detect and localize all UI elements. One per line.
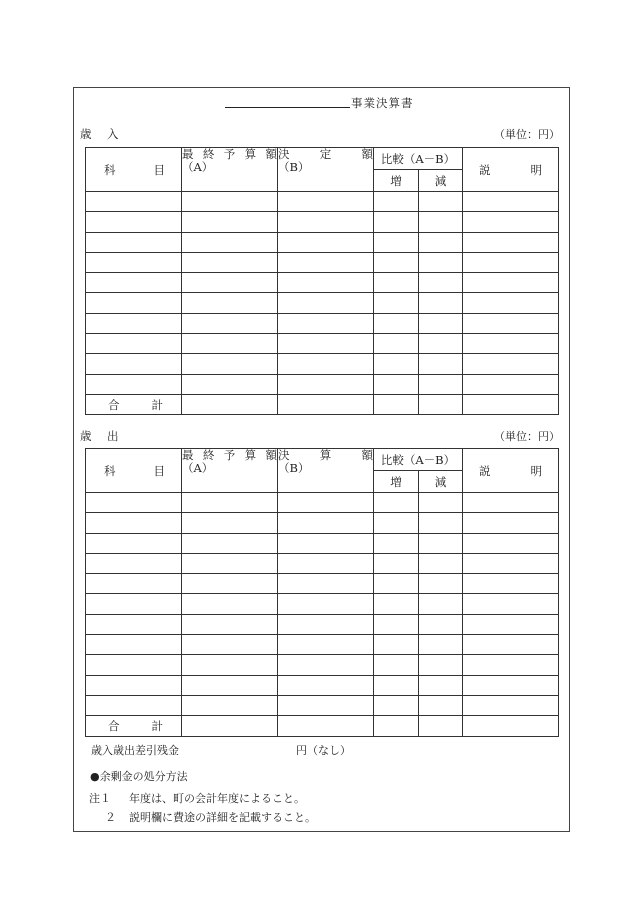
cell[interactable] bbox=[182, 374, 278, 394]
cell[interactable] bbox=[374, 675, 419, 695]
cell[interactable] bbox=[278, 334, 374, 354]
cell[interactable] bbox=[374, 655, 419, 675]
cell[interactable] bbox=[419, 716, 463, 736]
income-unit-label: （単位：円） bbox=[494, 128, 560, 141]
cell[interactable] bbox=[182, 716, 278, 736]
surplus-disposal-heading: ●余剰金の処分方法 bbox=[90, 770, 188, 783]
cell[interactable] bbox=[419, 334, 463, 354]
cell[interactable] bbox=[419, 533, 463, 553]
header-settled-amount: 決 算 額 （B） bbox=[278, 449, 374, 493]
cell[interactable] bbox=[278, 273, 374, 293]
cell[interactable] bbox=[182, 574, 278, 594]
note-2-text: 説明欄に費途の詳細を記載すること。 bbox=[129, 811, 316, 824]
cell[interactable] bbox=[86, 192, 182, 212]
cell[interactable] bbox=[374, 716, 419, 736]
cell[interactable] bbox=[463, 394, 559, 414]
balance-label: 歳入歳出差引残金 bbox=[91, 744, 179, 757]
cell[interactable] bbox=[374, 635, 419, 655]
header-final-budget: 最 終 予 算 額 （A） bbox=[182, 449, 278, 493]
cell[interactable] bbox=[86, 354, 182, 374]
cell[interactable] bbox=[278, 374, 374, 394]
cell[interactable] bbox=[463, 273, 559, 293]
cell[interactable] bbox=[182, 313, 278, 333]
cell[interactable] bbox=[182, 675, 278, 695]
cell[interactable] bbox=[419, 655, 463, 675]
cell[interactable] bbox=[86, 293, 182, 313]
income-table bbox=[85, 147, 559, 415]
cell[interactable] bbox=[86, 313, 182, 333]
table-row bbox=[86, 695, 559, 715]
table-row bbox=[86, 192, 559, 212]
expense-table bbox=[85, 448, 559, 737]
cell[interactable] bbox=[419, 493, 463, 513]
cell[interactable] bbox=[182, 553, 278, 573]
cell[interactable] bbox=[374, 212, 419, 232]
cell[interactable] bbox=[419, 394, 463, 414]
cell[interactable] bbox=[463, 594, 559, 614]
cell[interactable] bbox=[182, 594, 278, 614]
cell[interactable] bbox=[374, 533, 419, 553]
table-row bbox=[86, 334, 559, 354]
header-decrease: 減 bbox=[419, 170, 463, 192]
cell[interactable] bbox=[419, 635, 463, 655]
table-row bbox=[86, 574, 559, 594]
cell[interactable] bbox=[182, 513, 278, 533]
cell[interactable] bbox=[278, 716, 374, 736]
table-row bbox=[86, 553, 559, 573]
cell[interactable] bbox=[278, 574, 374, 594]
table-row bbox=[86, 614, 559, 634]
table-row bbox=[86, 533, 559, 553]
balance-value: 円（なし） bbox=[296, 744, 351, 757]
cell[interactable] bbox=[278, 252, 374, 272]
table-row bbox=[86, 655, 559, 675]
table-row bbox=[86, 374, 559, 394]
cell[interactable] bbox=[463, 192, 559, 212]
cell[interactable] bbox=[419, 192, 463, 212]
header-decided-amount: 決 定 額 （B） bbox=[278, 148, 374, 192]
cell[interactable] bbox=[419, 252, 463, 272]
cell[interactable] bbox=[86, 513, 182, 533]
cell[interactable] bbox=[86, 574, 182, 594]
cell[interactable] bbox=[463, 313, 559, 333]
cell[interactable] bbox=[419, 553, 463, 573]
cell[interactable] bbox=[182, 695, 278, 715]
cell[interactable] bbox=[182, 635, 278, 655]
cell[interactable] bbox=[86, 635, 182, 655]
cell[interactable] bbox=[374, 293, 419, 313]
cell[interactable] bbox=[278, 212, 374, 232]
table-row bbox=[86, 513, 559, 533]
cell[interactable] bbox=[419, 594, 463, 614]
cell[interactable] bbox=[278, 695, 374, 715]
cell[interactable] bbox=[463, 635, 559, 655]
cell[interactable] bbox=[182, 293, 278, 313]
cell[interactable] bbox=[182, 212, 278, 232]
total-label: 合 計 bbox=[86, 716, 182, 736]
cell[interactable] bbox=[278, 635, 374, 655]
header-explanation: 説 明 bbox=[463, 449, 559, 493]
table-row bbox=[86, 675, 559, 695]
cell[interactable] bbox=[374, 313, 419, 333]
cell[interactable] bbox=[374, 252, 419, 272]
header-comparison: 比較（A－B） bbox=[374, 148, 463, 170]
cell[interactable] bbox=[86, 273, 182, 293]
cell[interactable] bbox=[182, 192, 278, 212]
header-comparison: 比較（A－B） bbox=[374, 449, 463, 471]
note-2-mark: ２ bbox=[105, 811, 116, 824]
cell[interactable] bbox=[182, 533, 278, 553]
cell[interactable] bbox=[182, 493, 278, 513]
cell[interactable] bbox=[278, 192, 374, 212]
cell[interactable] bbox=[419, 354, 463, 374]
cell[interactable] bbox=[86, 212, 182, 232]
table-row bbox=[86, 313, 559, 333]
cell[interactable] bbox=[374, 374, 419, 394]
cell[interactable] bbox=[374, 574, 419, 594]
cell[interactable] bbox=[278, 313, 374, 333]
cell[interactable] bbox=[278, 354, 374, 374]
cell[interactable] bbox=[374, 273, 419, 293]
table-row bbox=[86, 252, 559, 272]
cell[interactable] bbox=[182, 232, 278, 252]
cell[interactable] bbox=[419, 212, 463, 232]
note-1-mark: 注１ bbox=[89, 792, 111, 805]
cell[interactable] bbox=[182, 273, 278, 293]
cell[interactable] bbox=[419, 374, 463, 394]
cell[interactable] bbox=[86, 675, 182, 695]
cell[interactable] bbox=[463, 675, 559, 695]
cell[interactable] bbox=[463, 293, 559, 313]
cell[interactable] bbox=[463, 232, 559, 252]
total-row bbox=[86, 394, 559, 414]
cell[interactable] bbox=[86, 594, 182, 614]
cell[interactable] bbox=[374, 513, 419, 533]
total-row bbox=[86, 716, 559, 736]
total-label: 合 計 bbox=[86, 394, 182, 414]
cell[interactable] bbox=[419, 574, 463, 594]
cell[interactable] bbox=[86, 655, 182, 675]
cell[interactable] bbox=[419, 695, 463, 715]
cell[interactable] bbox=[374, 695, 419, 715]
table-row bbox=[86, 212, 559, 232]
cell[interactable] bbox=[463, 334, 559, 354]
expense-section-label: 歳 出 bbox=[80, 429, 121, 443]
cell[interactable] bbox=[374, 493, 419, 513]
cell[interactable] bbox=[374, 232, 419, 252]
cell[interactable] bbox=[182, 252, 278, 272]
header-increase: 増 bbox=[374, 170, 419, 192]
cell[interactable] bbox=[463, 533, 559, 553]
cell[interactable] bbox=[278, 614, 374, 634]
cell[interactable] bbox=[419, 513, 463, 533]
cell[interactable] bbox=[374, 394, 419, 414]
header-subject: 科 目 bbox=[86, 148, 182, 192]
cell[interactable] bbox=[278, 655, 374, 675]
cell[interactable] bbox=[182, 354, 278, 374]
header-subject: 科 目 bbox=[86, 449, 182, 493]
cell[interactable] bbox=[86, 252, 182, 272]
cell[interactable] bbox=[182, 334, 278, 354]
cell[interactable] bbox=[278, 513, 374, 533]
cell[interactable] bbox=[374, 553, 419, 573]
cell[interactable] bbox=[86, 614, 182, 634]
cell[interactable] bbox=[463, 574, 559, 594]
cell[interactable] bbox=[463, 374, 559, 394]
cell[interactable] bbox=[419, 614, 463, 634]
cell[interactable] bbox=[182, 655, 278, 675]
income-section-label: 歳 入 bbox=[80, 127, 121, 141]
cell[interactable] bbox=[463, 513, 559, 533]
cell[interactable] bbox=[463, 655, 559, 675]
cell[interactable] bbox=[278, 394, 374, 414]
cell[interactable] bbox=[463, 212, 559, 232]
cell[interactable] bbox=[278, 594, 374, 614]
cell[interactable] bbox=[278, 493, 374, 513]
document-title: 事業決算書 bbox=[351, 96, 414, 110]
cell[interactable] bbox=[86, 334, 182, 354]
table-row bbox=[86, 594, 559, 614]
cell[interactable] bbox=[463, 493, 559, 513]
cell[interactable] bbox=[463, 695, 559, 715]
table-row bbox=[86, 354, 559, 374]
cell[interactable] bbox=[374, 614, 419, 634]
cell[interactable] bbox=[86, 493, 182, 513]
cell[interactable] bbox=[86, 553, 182, 573]
cell[interactable] bbox=[278, 232, 374, 252]
cell[interactable] bbox=[419, 293, 463, 313]
cell[interactable] bbox=[278, 553, 374, 573]
table-row bbox=[86, 635, 559, 655]
note-1-text: 年度は、町の会計年度によること。 bbox=[129, 792, 305, 805]
header-increase: 増 bbox=[374, 471, 419, 493]
cell[interactable] bbox=[86, 695, 182, 715]
cell[interactable] bbox=[86, 374, 182, 394]
header-final-budget: 最 終 予 算 額 （A） bbox=[182, 148, 278, 192]
cell[interactable] bbox=[419, 313, 463, 333]
cell[interactable] bbox=[419, 675, 463, 695]
cell[interactable] bbox=[463, 716, 559, 736]
cell[interactable] bbox=[182, 394, 278, 414]
header-explanation: 説 明 bbox=[463, 148, 559, 192]
expense-unit-label: （単位：円） bbox=[494, 430, 560, 443]
cell[interactable] bbox=[463, 252, 559, 272]
cell[interactable] bbox=[278, 533, 374, 553]
cell[interactable] bbox=[374, 594, 419, 614]
cell[interactable] bbox=[182, 614, 278, 634]
cell[interactable] bbox=[463, 614, 559, 634]
header-decrease: 減 bbox=[419, 471, 463, 493]
cell[interactable] bbox=[86, 533, 182, 553]
cell[interactable] bbox=[374, 192, 419, 212]
cell[interactable] bbox=[419, 273, 463, 293]
cell[interactable] bbox=[374, 354, 419, 374]
table-row bbox=[86, 273, 559, 293]
cell[interactable] bbox=[278, 293, 374, 313]
cell[interactable] bbox=[86, 232, 182, 252]
table-row bbox=[86, 293, 559, 313]
table-row bbox=[86, 232, 559, 252]
table-row bbox=[86, 493, 559, 513]
cell[interactable] bbox=[463, 354, 559, 374]
cell[interactable] bbox=[419, 232, 463, 252]
title-blank-line bbox=[225, 107, 350, 108]
cell[interactable] bbox=[374, 334, 419, 354]
cell[interactable] bbox=[278, 675, 374, 695]
cell[interactable] bbox=[463, 553, 559, 573]
